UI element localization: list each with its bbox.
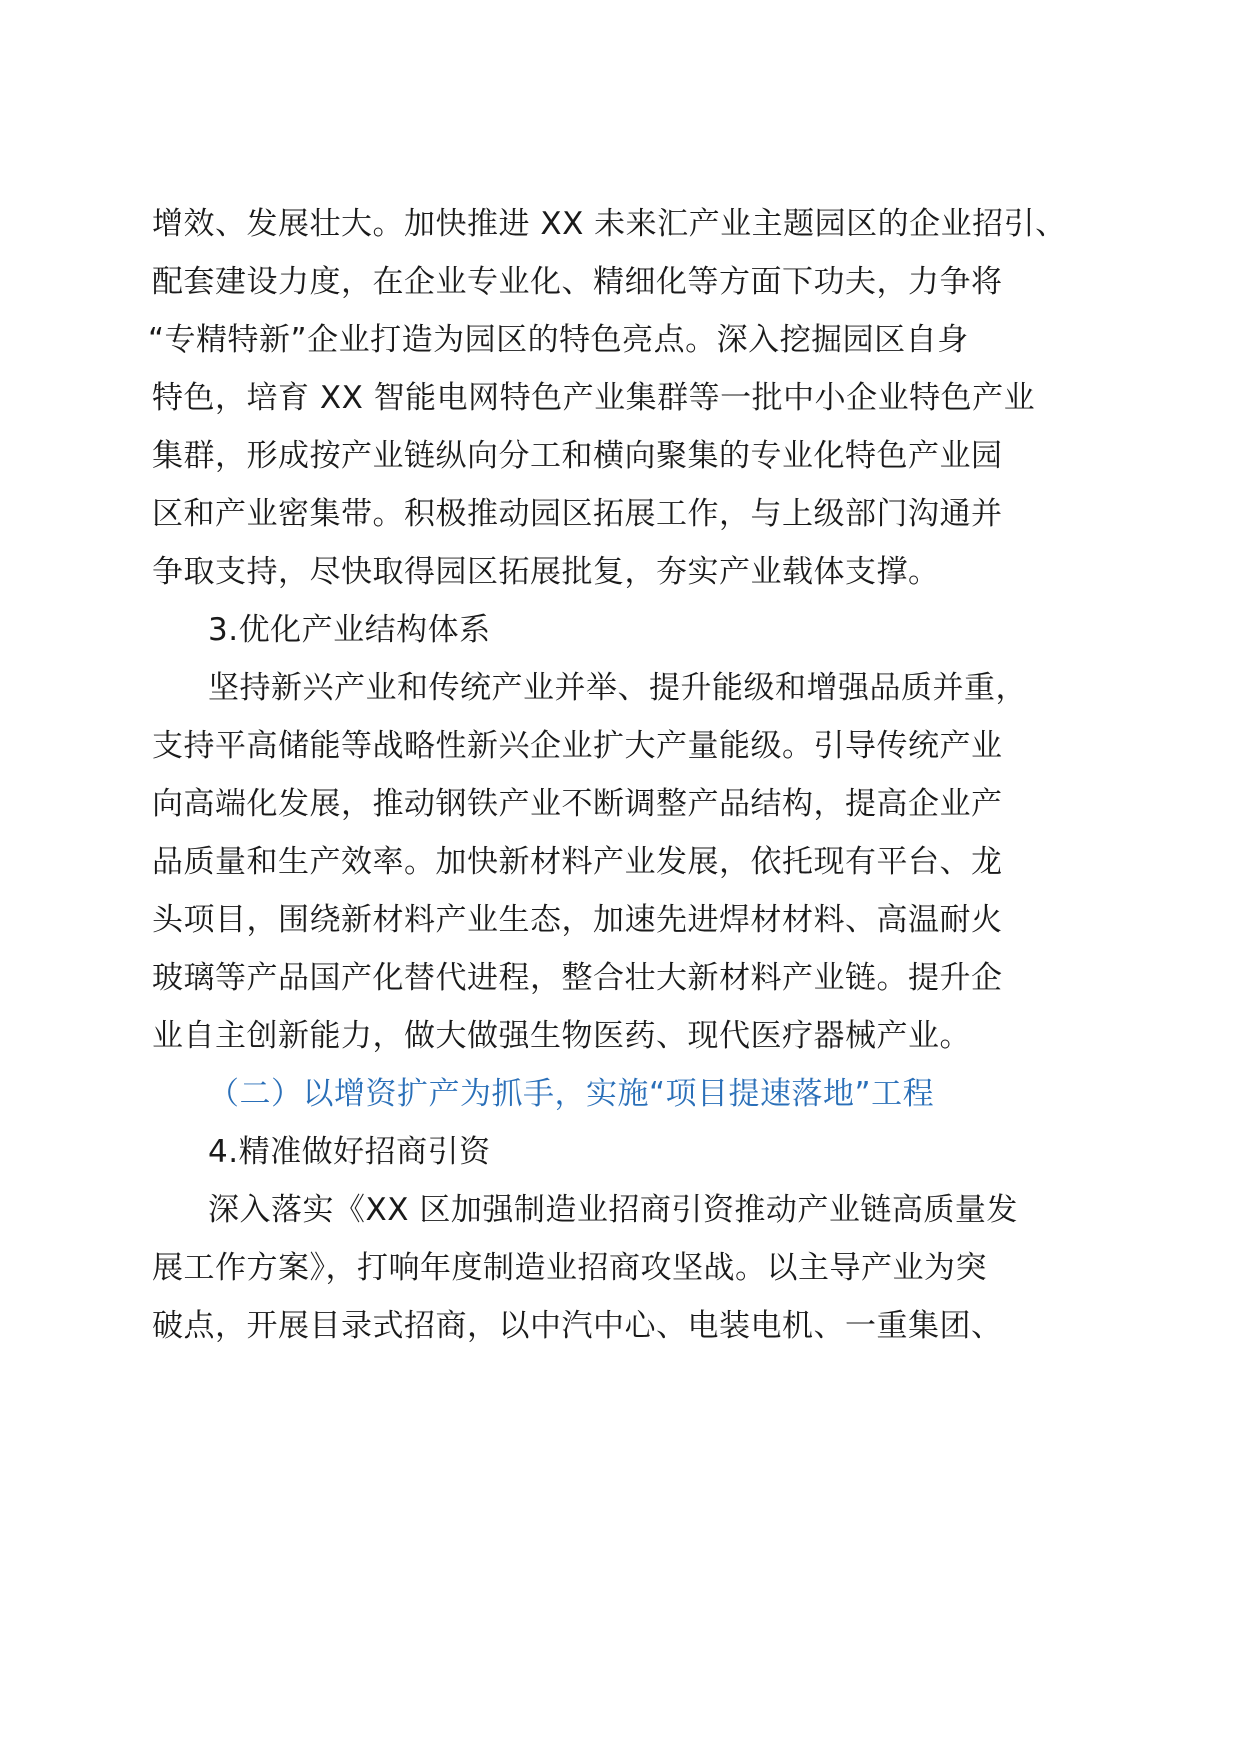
body-text-line: 特色，培育 XX 智能电网特色产业集群等一批中小企业特色产业 bbox=[152, 380, 1036, 416]
body-text-line: 集群，形成按产业链纵向分工和横向聚集的专业化特色产业园 bbox=[152, 438, 1003, 474]
body-text-line: 争取支持，尽快取得园区拓展批复，夯实产业载体支撑。 bbox=[152, 554, 940, 590]
body-text-line: 支持平高储能等战略性新兴企业扩大产量能级。引导传统产业 bbox=[152, 728, 1003, 764]
body-text-line: 区和产业密集带。积极推动园区拓展工作，与上级部门沟通并 bbox=[152, 496, 1003, 532]
section-heading: 4.精准做好招商引资 bbox=[208, 1134, 491, 1170]
body-text-line: 破点，开展目录式招商，以中汽中心、电装电机、一重集团、 bbox=[152, 1308, 1003, 1344]
body-text-line: “专精特新”企业打造为园区的特色亮点。深入挖掘园区自身 bbox=[148, 322, 969, 358]
body-text-line: 玻璃等产品国产化替代进程，整合壮大新材料产业链。提升企 bbox=[152, 960, 1003, 996]
body-text-line: 向高端化发展，推动钢铁产业不断调整产品结构，提高企业产 bbox=[152, 786, 1003, 822]
body-text-line: 业自主创新能力，做大做强生物医药、现代医疗器械产业。 bbox=[152, 1018, 971, 1054]
paragraph-first-line: 深入落实《XX 区加强制造业招商引资推动产业链高质量发 bbox=[208, 1192, 1018, 1228]
body-text-line: 头项目，围绕新材料产业生态，加速先进焊材材料、高温耐火 bbox=[152, 902, 1003, 938]
chapter-heading: （二）以增资扩产为抓手，实施“项目提速落地”工程 bbox=[208, 1076, 935, 1112]
body-text-line: 增效、发展壮大。加快推进 XX 未来汇产业主题园区的企业招引、 bbox=[152, 206, 1067, 242]
body-text-line: 配套建设力度，在企业专业化、精细化等方面下功夫，力争将 bbox=[152, 264, 1003, 300]
section-heading: 3.优化产业结构体系 bbox=[208, 612, 491, 648]
body-text-line: 品质量和生产效率。加快新材料产业发展，依托现有平台、龙 bbox=[152, 844, 1003, 880]
paragraph-first-line: 坚持新兴产业和传统产业并举、提升能级和增强品质并重， bbox=[208, 670, 1027, 706]
body-text-line: 展工作方案》，打响年度制造业招商攻坚战。以主导产业为突 bbox=[152, 1250, 987, 1286]
